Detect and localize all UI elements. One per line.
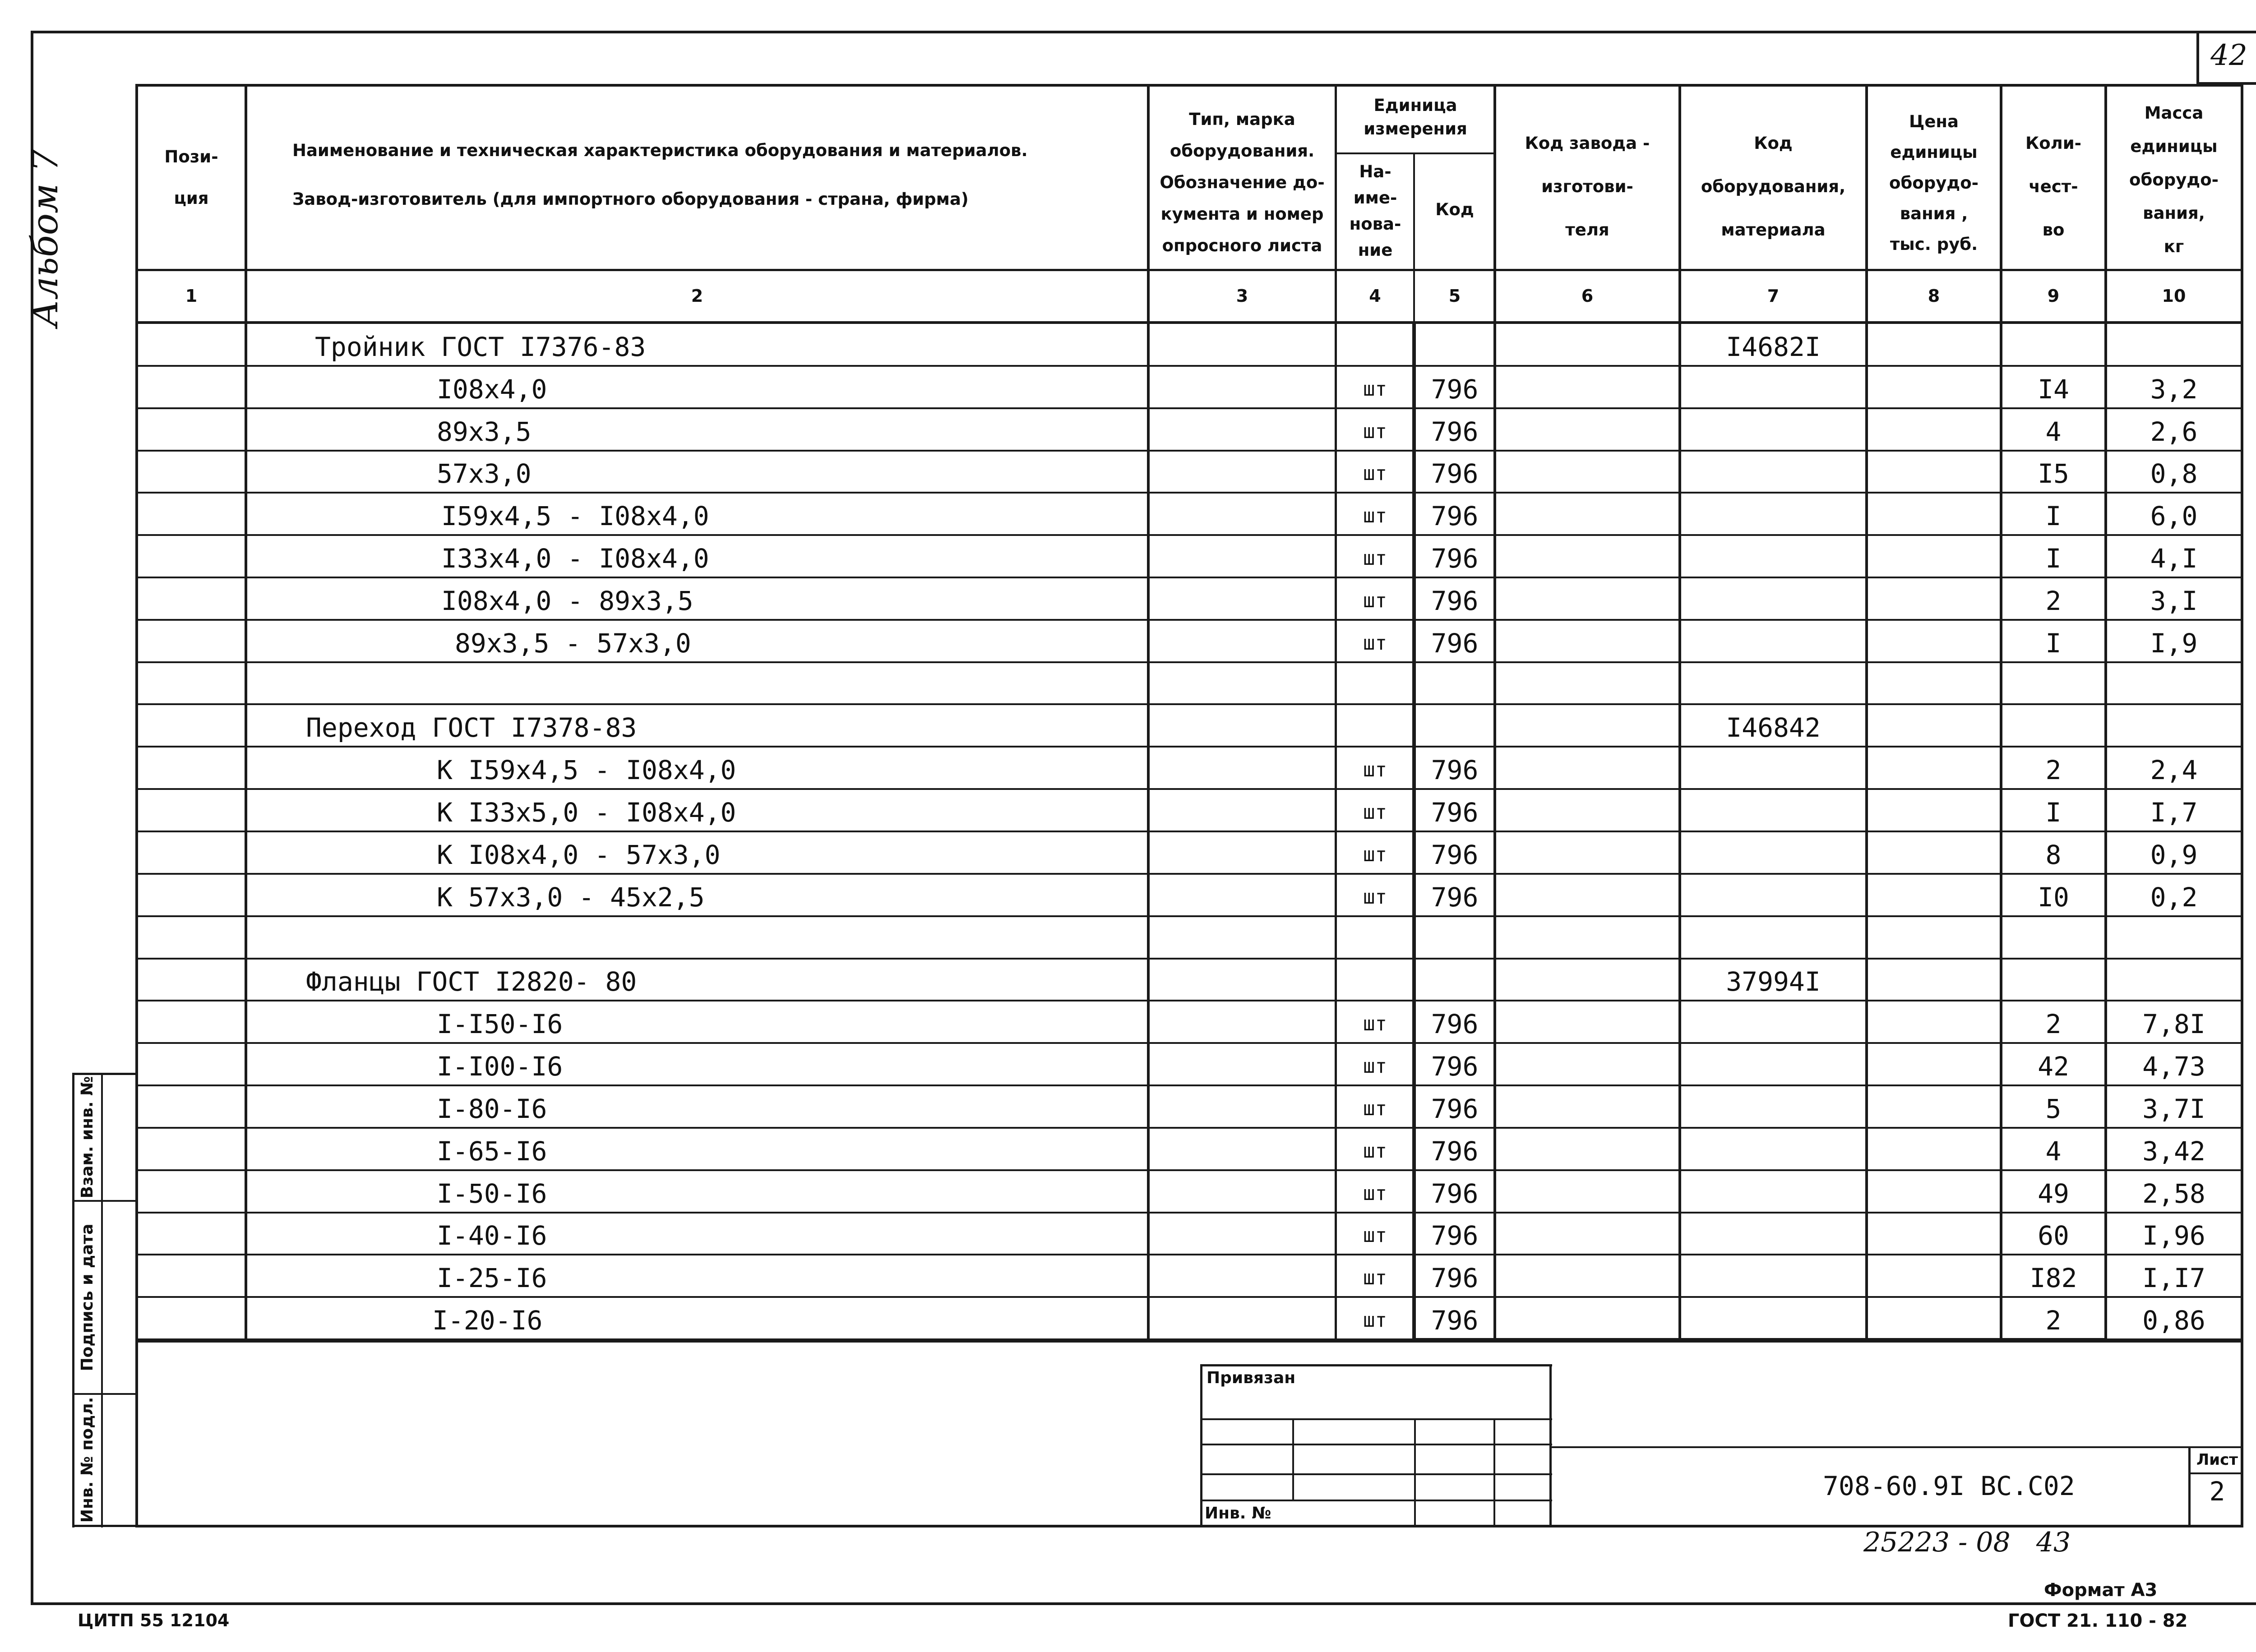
- table-cell-quantity: 2: [2045, 755, 2062, 785]
- table-cell-code: 796: [1431, 374, 1479, 405]
- table-cell-unit: шт: [1363, 462, 1387, 485]
- table-cell-code: 796: [1431, 1094, 1479, 1124]
- colnum-2: 2: [691, 286, 703, 306]
- table-cell-name: 89х3,5: [437, 416, 532, 447]
- colnum-5: 5: [1448, 286, 1461, 306]
- row-rule: [138, 746, 2241, 748]
- table-cell-code: 796: [1431, 628, 1479, 659]
- table-cell-material-code: I46842: [1726, 712, 1821, 743]
- table-cell-name: I33х4,0 - I08х4,0: [441, 543, 709, 574]
- header-name: Наименование и техническая характеристика оборудования и материалов. Завод-изготовитель (для импортного оборудования - страна, фирма): [292, 141, 1028, 209]
- table-cell-name: К I59х4,5 - I08х4,0: [437, 755, 736, 785]
- table-cell-quantity: I4: [2038, 374, 2069, 405]
- stamp-mid: [101, 1073, 103, 1527]
- footer-format: Формат А3: [2044, 1580, 2158, 1601]
- table-cell-unit: шт: [1363, 504, 1387, 527]
- table-cell-quantity: 2: [2045, 1009, 2062, 1039]
- row-rule: [138, 873, 2241, 875]
- table-cell-code: 796: [1431, 1220, 1479, 1251]
- table-cell-quantity: I5: [2038, 458, 2069, 489]
- outer-frame-bottom: [31, 1602, 2256, 1605]
- table-cell-code: 796: [1431, 882, 1479, 913]
- tb-top: [1200, 1364, 1552, 1366]
- row-rule: [138, 661, 2241, 663]
- row-rule: [138, 1042, 2241, 1044]
- table-cell-unit: шт: [1363, 1055, 1387, 1078]
- table-cell-mass: 3,2: [2150, 374, 2198, 405]
- table-cell-code: 796: [1431, 797, 1479, 828]
- header-unit-group: Единица измерения: [1364, 96, 1467, 138]
- table-cell-quantity: 2: [2045, 1305, 2062, 1336]
- table-cell-name: К 57х3,0 - 45х2,5: [437, 882, 705, 913]
- table-cell-unit: шт: [1363, 1012, 1387, 1035]
- handwritten-number: 25223 - 08 43: [1863, 1527, 2071, 1558]
- corner-box-left: [2196, 31, 2199, 85]
- colnum-6: 6: [1581, 286, 1594, 306]
- tb-h1: [1200, 1418, 1552, 1420]
- table-cell-code: 796: [1431, 1136, 1479, 1167]
- table-cell-unit: шт: [1363, 378, 1387, 401]
- table-cell-code: 796: [1431, 458, 1479, 489]
- col-sep-2: [1147, 84, 1150, 1343]
- table-cell-name: К I08х4,0 - 57х3,0: [437, 840, 721, 870]
- table-cell-quantity: I: [2045, 543, 2062, 574]
- row-rule: [138, 1338, 2241, 1340]
- table-cell-mass: 2,6: [2150, 416, 2198, 447]
- table-cell-mass: 4,73: [2142, 1051, 2205, 1082]
- table-cell-unit: шт: [1363, 589, 1387, 612]
- table-right: [2241, 84, 2243, 1527]
- header-mass: Масса единицы оборудо- вания, кг: [2129, 103, 2219, 256]
- table-cell-unit: шт: [1363, 801, 1387, 824]
- colnum-8: 8: [1928, 286, 1940, 306]
- colnum-10: 10: [2162, 286, 2186, 306]
- table-cell-name: I-I00-I6: [437, 1051, 563, 1082]
- col-sep-5: [1493, 84, 1496, 1343]
- table-cell-name: I-65-I6: [437, 1136, 547, 1167]
- table-cell-quantity: 5: [2045, 1094, 2062, 1124]
- table-cell-unit: шт: [1363, 758, 1387, 781]
- table-cell-quantity: I82: [2029, 1263, 2077, 1293]
- header-position: Пози- ция: [164, 147, 218, 208]
- table-cell-name: 89х3,5 - 57х3,0: [455, 628, 691, 659]
- colnum-9: 9: [2047, 286, 2060, 306]
- sheet-corner-number: 42: [2210, 39, 2247, 72]
- table-cell-unit: шт: [1363, 420, 1387, 443]
- col-sep-7: [1865, 84, 1868, 1343]
- table-cell-name: I-50-I6: [437, 1178, 547, 1209]
- colnum-4: 4: [1369, 286, 1381, 306]
- table-cell-mass: 0,86: [2142, 1305, 2205, 1336]
- row-rule: [138, 703, 2241, 705]
- col-sep-6: [1678, 84, 1681, 1343]
- tb-list-label: Лист: [2196, 1451, 2238, 1469]
- header-plant-code: Код завода - изготови- теля: [1525, 134, 1650, 240]
- table-cell-mass: I,96: [2142, 1220, 2205, 1251]
- table-cell-code: 796: [1431, 1178, 1479, 1209]
- header-unit-name: На- име- нова- ние: [1349, 162, 1401, 260]
- table-top: [135, 84, 2243, 87]
- row-rule: [138, 831, 2241, 832]
- tb-list-sep: [2188, 1472, 2243, 1474]
- table-cell-quantity: 49: [2038, 1178, 2069, 1209]
- table-cell-name: 57х3,0: [437, 458, 532, 489]
- table-cell-mass: 3,I: [2150, 586, 2198, 616]
- header-bottom: [135, 269, 2243, 271]
- table-cell-name: I-I50-I6: [437, 1009, 563, 1039]
- header-material-code: Код оборудования, материала: [1701, 134, 1846, 240]
- table-cell-quantity: I: [2045, 501, 2062, 531]
- table-cell-quantity: 2: [2045, 586, 2062, 616]
- table-cell-name: I08х4,0: [437, 374, 547, 405]
- tb-list-no: 2: [2209, 1476, 2225, 1507]
- table-cell-mass: 6,0: [2150, 501, 2198, 531]
- album-label: Альбом 7: [24, 149, 66, 327]
- table-cell-name: К I33х5,0 - I08х4,0: [437, 797, 736, 828]
- table-cell-unit: шт: [1363, 547, 1387, 570]
- tb-privyazan: Привязан: [1207, 1369, 1296, 1387]
- colnum-7: 7: [1767, 286, 1780, 306]
- table-cell-name: I-80-I6: [437, 1094, 547, 1124]
- table-cell-mass: 0,8: [2150, 458, 2198, 489]
- table-cell-mass: 7,8I: [2142, 1009, 2205, 1039]
- footer-gost: ГОСТ 21. 110 - 82: [2008, 1610, 2188, 1631]
- row-rule: [138, 365, 2241, 367]
- footer-left: ЦИТП 55 12104: [78, 1610, 230, 1630]
- table-cell-code: 796: [1431, 1263, 1479, 1293]
- unit-group-divider: [1336, 152, 1495, 154]
- table-cell-unit: шт: [1363, 1266, 1387, 1289]
- table-cell-code: 796: [1431, 1051, 1479, 1082]
- table-cell-material-code: I4682I: [1726, 332, 1821, 362]
- tb-h2: [1200, 1444, 1552, 1445]
- row-rule: [138, 407, 2241, 409]
- tb-doc-code: 708-60.9I ВС.С02: [1823, 1471, 2075, 1501]
- tb-h3: [1200, 1473, 1552, 1475]
- row-rule: [138, 534, 2241, 536]
- table-cell-code: 796: [1431, 416, 1479, 447]
- table-cell-code: 796: [1431, 543, 1479, 574]
- table-cell-unit: шт: [1363, 1182, 1387, 1205]
- row-rule: [138, 619, 2241, 621]
- table-cell-quantity: I: [2045, 797, 2062, 828]
- row-rule: [138, 577, 2241, 578]
- stamp-left: [72, 1073, 74, 1527]
- table-cell-code: 796: [1431, 586, 1479, 616]
- row-rule: [138, 492, 2241, 494]
- tb-v2: [1414, 1418, 1416, 1527]
- outer-frame-top: [31, 31, 2256, 33]
- stamp-inv: Инв. № подл.: [78, 1397, 97, 1523]
- table-cell-mass: 3,7I: [2142, 1094, 2205, 1124]
- tb-list-left: [2188, 1446, 2191, 1527]
- header-type: Тип, марка оборудования. Обозначение до- кумента и номер опросного листа: [1160, 110, 1325, 255]
- table-cell-unit: шт: [1363, 1097, 1387, 1120]
- stamp-vzam: Взам. инв. №: [78, 1076, 97, 1199]
- table-cell-unit: шт: [1363, 1140, 1387, 1163]
- row-rule: [138, 1000, 2241, 1001]
- table-cell-quantity: I0: [2038, 882, 2069, 913]
- tb-inv-no: Инв. №: [1205, 1504, 1271, 1523]
- header-quantity: Коли- чест- во: [2025, 134, 2082, 240]
- table-cell-material-code: 37994I: [1726, 966, 1821, 997]
- row-rule: [138, 450, 2241, 452]
- row-rule: [138, 1084, 2241, 1086]
- table-cell-quantity: 60: [2038, 1220, 2069, 1251]
- table-cell-mass: 2,58: [2142, 1178, 2205, 1209]
- row-rule: [138, 788, 2241, 790]
- table-cell-mass: 0,9: [2150, 840, 2198, 870]
- tb-v3: [1493, 1418, 1495, 1527]
- tb-v1: [1292, 1418, 1294, 1500]
- row-rule: [138, 915, 2241, 917]
- table-cell-quantity: 4: [2045, 1136, 2062, 1167]
- table-cell-name: I08х4,0 - 89х3,5: [441, 586, 693, 616]
- table-cell-unit: шт: [1363, 1309, 1387, 1332]
- table-cell-mass: 2,4: [2150, 755, 2198, 785]
- table-cell-quantity: 4: [2045, 416, 2062, 447]
- table-cell-name: I-25-I6: [437, 1263, 547, 1293]
- row-rule: [138, 1296, 2241, 1298]
- table-cell-name: Фланцы ГОСТ I2820- 80: [306, 966, 637, 997]
- table-cell-code: 796: [1431, 1009, 1479, 1039]
- table-cell-mass: I,I7: [2142, 1263, 2205, 1293]
- table-cell-mass: 3,42: [2142, 1136, 2205, 1167]
- table-cell-mass: 4,I: [2150, 543, 2198, 574]
- tb-right: [1549, 1364, 1552, 1527]
- row-rule: [138, 958, 2241, 960]
- table-cell-code: 796: [1431, 1305, 1479, 1336]
- table-cell-name: Переход ГОСТ I7378-83: [306, 712, 637, 743]
- row-rule: [138, 1254, 2241, 1255]
- tb-h4: [1200, 1500, 1552, 1501]
- table-cell-name: I59х4,5 - I08х4,0: [441, 501, 709, 531]
- col-sep-4: [1413, 152, 1415, 324]
- header-price: Цена единицы оборудо- вания , тыс. руб.: [1889, 112, 1979, 254]
- table-cell-name: I-40-I6: [437, 1220, 547, 1251]
- table-cell-quantity: I: [2045, 628, 2062, 659]
- table-cell-unit: шт: [1363, 886, 1387, 909]
- table-cell-unit: шт: [1363, 632, 1387, 655]
- colnum-1: 1: [185, 286, 198, 306]
- table-cell-unit: шт: [1363, 843, 1387, 866]
- header-code: Код: [1435, 200, 1474, 219]
- table-cell-unit: шт: [1363, 1224, 1387, 1247]
- row-rule: [138, 1169, 2241, 1171]
- colnum-3: 3: [1236, 286, 1248, 306]
- table-cell-name: I-20-I6: [432, 1305, 543, 1336]
- colnum-bottom: [135, 321, 2243, 324]
- table-cell-quantity: 42: [2038, 1051, 2069, 1082]
- table-cell-code: 796: [1431, 501, 1479, 531]
- tb-left: [1200, 1364, 1202, 1527]
- tb-right-top: [1549, 1446, 2243, 1448]
- table-cell-code: 796: [1431, 840, 1479, 870]
- table-cell-mass: I,7: [2150, 797, 2198, 828]
- stamp-podpis: Подпись и дата: [78, 1223, 97, 1371]
- table-cell-name: Тройник ГОСТ I7376-83: [315, 332, 646, 362]
- table-cell-code: 796: [1431, 755, 1479, 785]
- table-cell-quantity: 8: [2045, 840, 2062, 870]
- table-cell-mass: 0,2: [2150, 882, 2198, 913]
- table-cell-mass: I,9: [2150, 628, 2198, 659]
- row-rule: [138, 1212, 2241, 1214]
- row-rule: [138, 1127, 2241, 1129]
- col-sep-1: [245, 84, 247, 1343]
